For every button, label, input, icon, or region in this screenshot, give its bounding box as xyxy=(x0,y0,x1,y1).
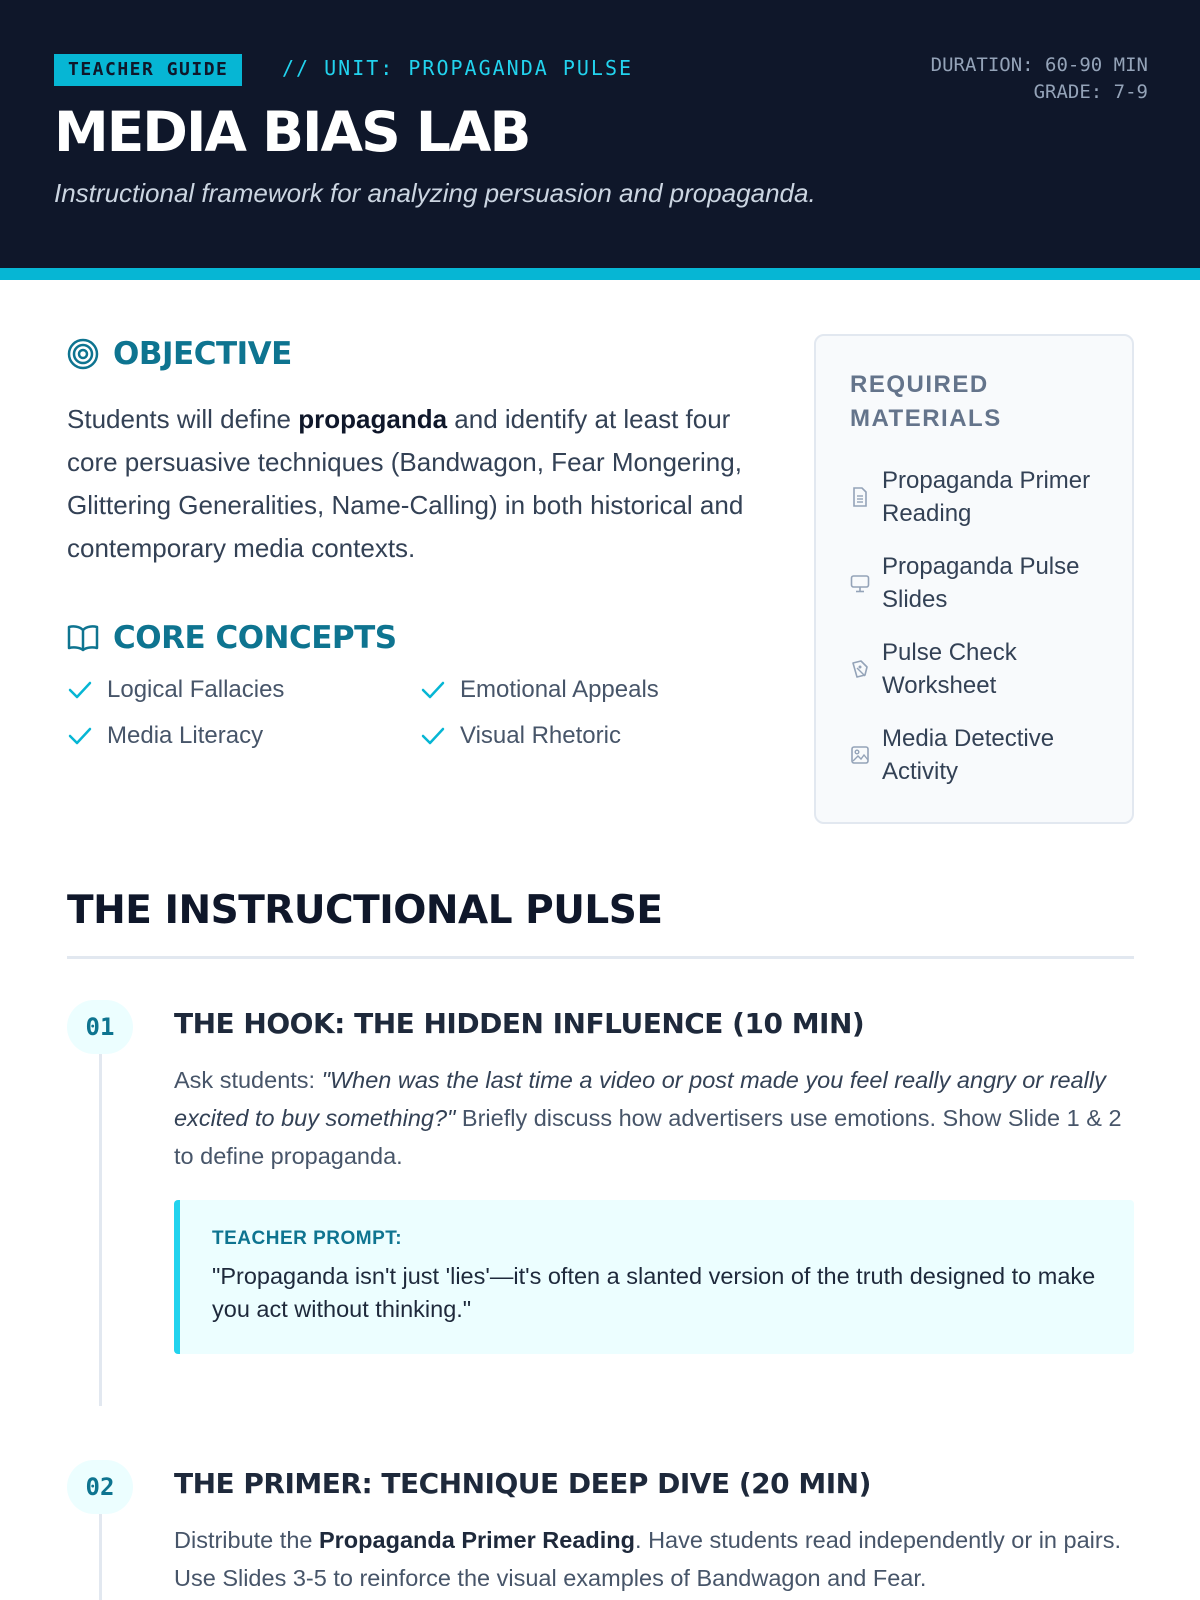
objective-keyword: propaganda xyxy=(298,404,448,434)
monitor-icon xyxy=(850,572,870,594)
teacher-guide-badge: TEACHER GUIDE xyxy=(54,54,242,86)
material-item[interactable] xyxy=(850,722,1112,788)
document-icon xyxy=(850,486,870,508)
page-header xyxy=(0,0,1200,268)
step-title: THE PRIMER: TECHNIQUE DEEP DIVE (20 MIN) xyxy=(174,1467,871,1500)
step-title: THE HOOK: THE HIDDEN INFLUENCE (10 MIN) xyxy=(174,1007,865,1040)
concept-label: Visual Rhetoric xyxy=(460,722,621,749)
objective-heading xyxy=(67,336,292,372)
required-materials-card xyxy=(814,334,1134,824)
concept-label: Media Literacy xyxy=(107,722,264,749)
page-subtitle: Instructional framework for analyzing persuasion and propaganda. xyxy=(54,178,816,208)
concept-item xyxy=(420,676,659,704)
step-number-badge: 02 xyxy=(67,1460,133,1514)
primer-reading-reference: Propaganda Primer Reading xyxy=(318,1527,636,1553)
checkmark-icon xyxy=(67,726,93,746)
concept-label: Logical Fallacies xyxy=(107,676,285,703)
target-icon xyxy=(67,338,99,370)
step-description: Distribute the Propaganda Primer Reading. Have students read independently or in pairs. Use Slides 3-5 to reinforce the visual examples of Bandwagon and Fear. xyxy=(174,1527,1121,1591)
checkmark-icon xyxy=(420,680,446,700)
material-label: Pulse Check Worksheet xyxy=(882,639,1017,699)
material-item[interactable] xyxy=(850,550,1112,616)
teacher-prompt-text: "Propaganda isn't just 'lies'—it's often a slanted version of the truth designed to make you act without thinking." xyxy=(212,1263,1096,1322)
teacher-prompt-label: TEACHER PROMPT: xyxy=(212,1228,403,1249)
concept-item xyxy=(67,676,284,704)
pulse-section-title: THE INSTRUCTIONAL PULSE xyxy=(67,888,663,933)
material-item[interactable] xyxy=(850,464,1112,530)
objective-text: Students will define propaganda and identify at least four core persuasive techniques (Bandwagon, Fear Mongering, Glittering Generalities, Name-Calling) in both historical and contemporary media contexts. xyxy=(67,404,744,563)
timeline-line xyxy=(99,1054,102,1406)
material-label: Media Detective Activity xyxy=(882,725,1055,785)
step-description: Ask students: "When was the last time a video or post made you feel really angry or really excited to buy something?" Briefly discuss how advertisers use emotions. Show Slide 1 & 2 to define propaganda. xyxy=(174,1067,1122,1169)
section-divider xyxy=(67,956,1134,959)
teacher-prompt-callout xyxy=(174,1200,1134,1354)
concept-item xyxy=(420,722,621,750)
concept-label: Emotional Appeals xyxy=(460,676,659,703)
core-concepts-heading xyxy=(67,620,397,656)
grade-label: GRADE: 7-9 xyxy=(1033,81,1148,103)
material-item[interactable] xyxy=(850,636,1112,702)
step-number-badge: 01 xyxy=(67,1000,133,1054)
open-book-icon xyxy=(67,624,99,652)
pen-icon xyxy=(850,658,870,680)
material-label: Propaganda Primer Reading xyxy=(882,467,1091,527)
unit-label: // UNIT: PROPAGANDA PULSE xyxy=(282,56,634,80)
page-title: MEDIA BIAS LAB xyxy=(54,100,530,164)
duration-label: DURATION: 60-90 MIN xyxy=(930,54,1148,76)
checkmark-icon xyxy=(420,726,446,746)
objective-heading-label: OBJECTIVE xyxy=(113,336,292,372)
header-accent-bar xyxy=(0,268,1200,280)
lesson-meta xyxy=(931,52,1148,106)
image-icon xyxy=(850,744,870,766)
core-concepts-heading-label: CORE CONCEPTS xyxy=(113,620,397,656)
materials-heading: REQUIRED MATERIALS xyxy=(850,371,1002,432)
concept-item xyxy=(67,722,263,750)
material-label: Propaganda Pulse Slides xyxy=(882,553,1080,613)
hook-question: "When was the last time a video or post made you feel really angry or really excited to buy something?" xyxy=(174,1067,1106,1131)
timeline-line xyxy=(99,1514,102,1600)
checkmark-icon xyxy=(67,680,93,700)
